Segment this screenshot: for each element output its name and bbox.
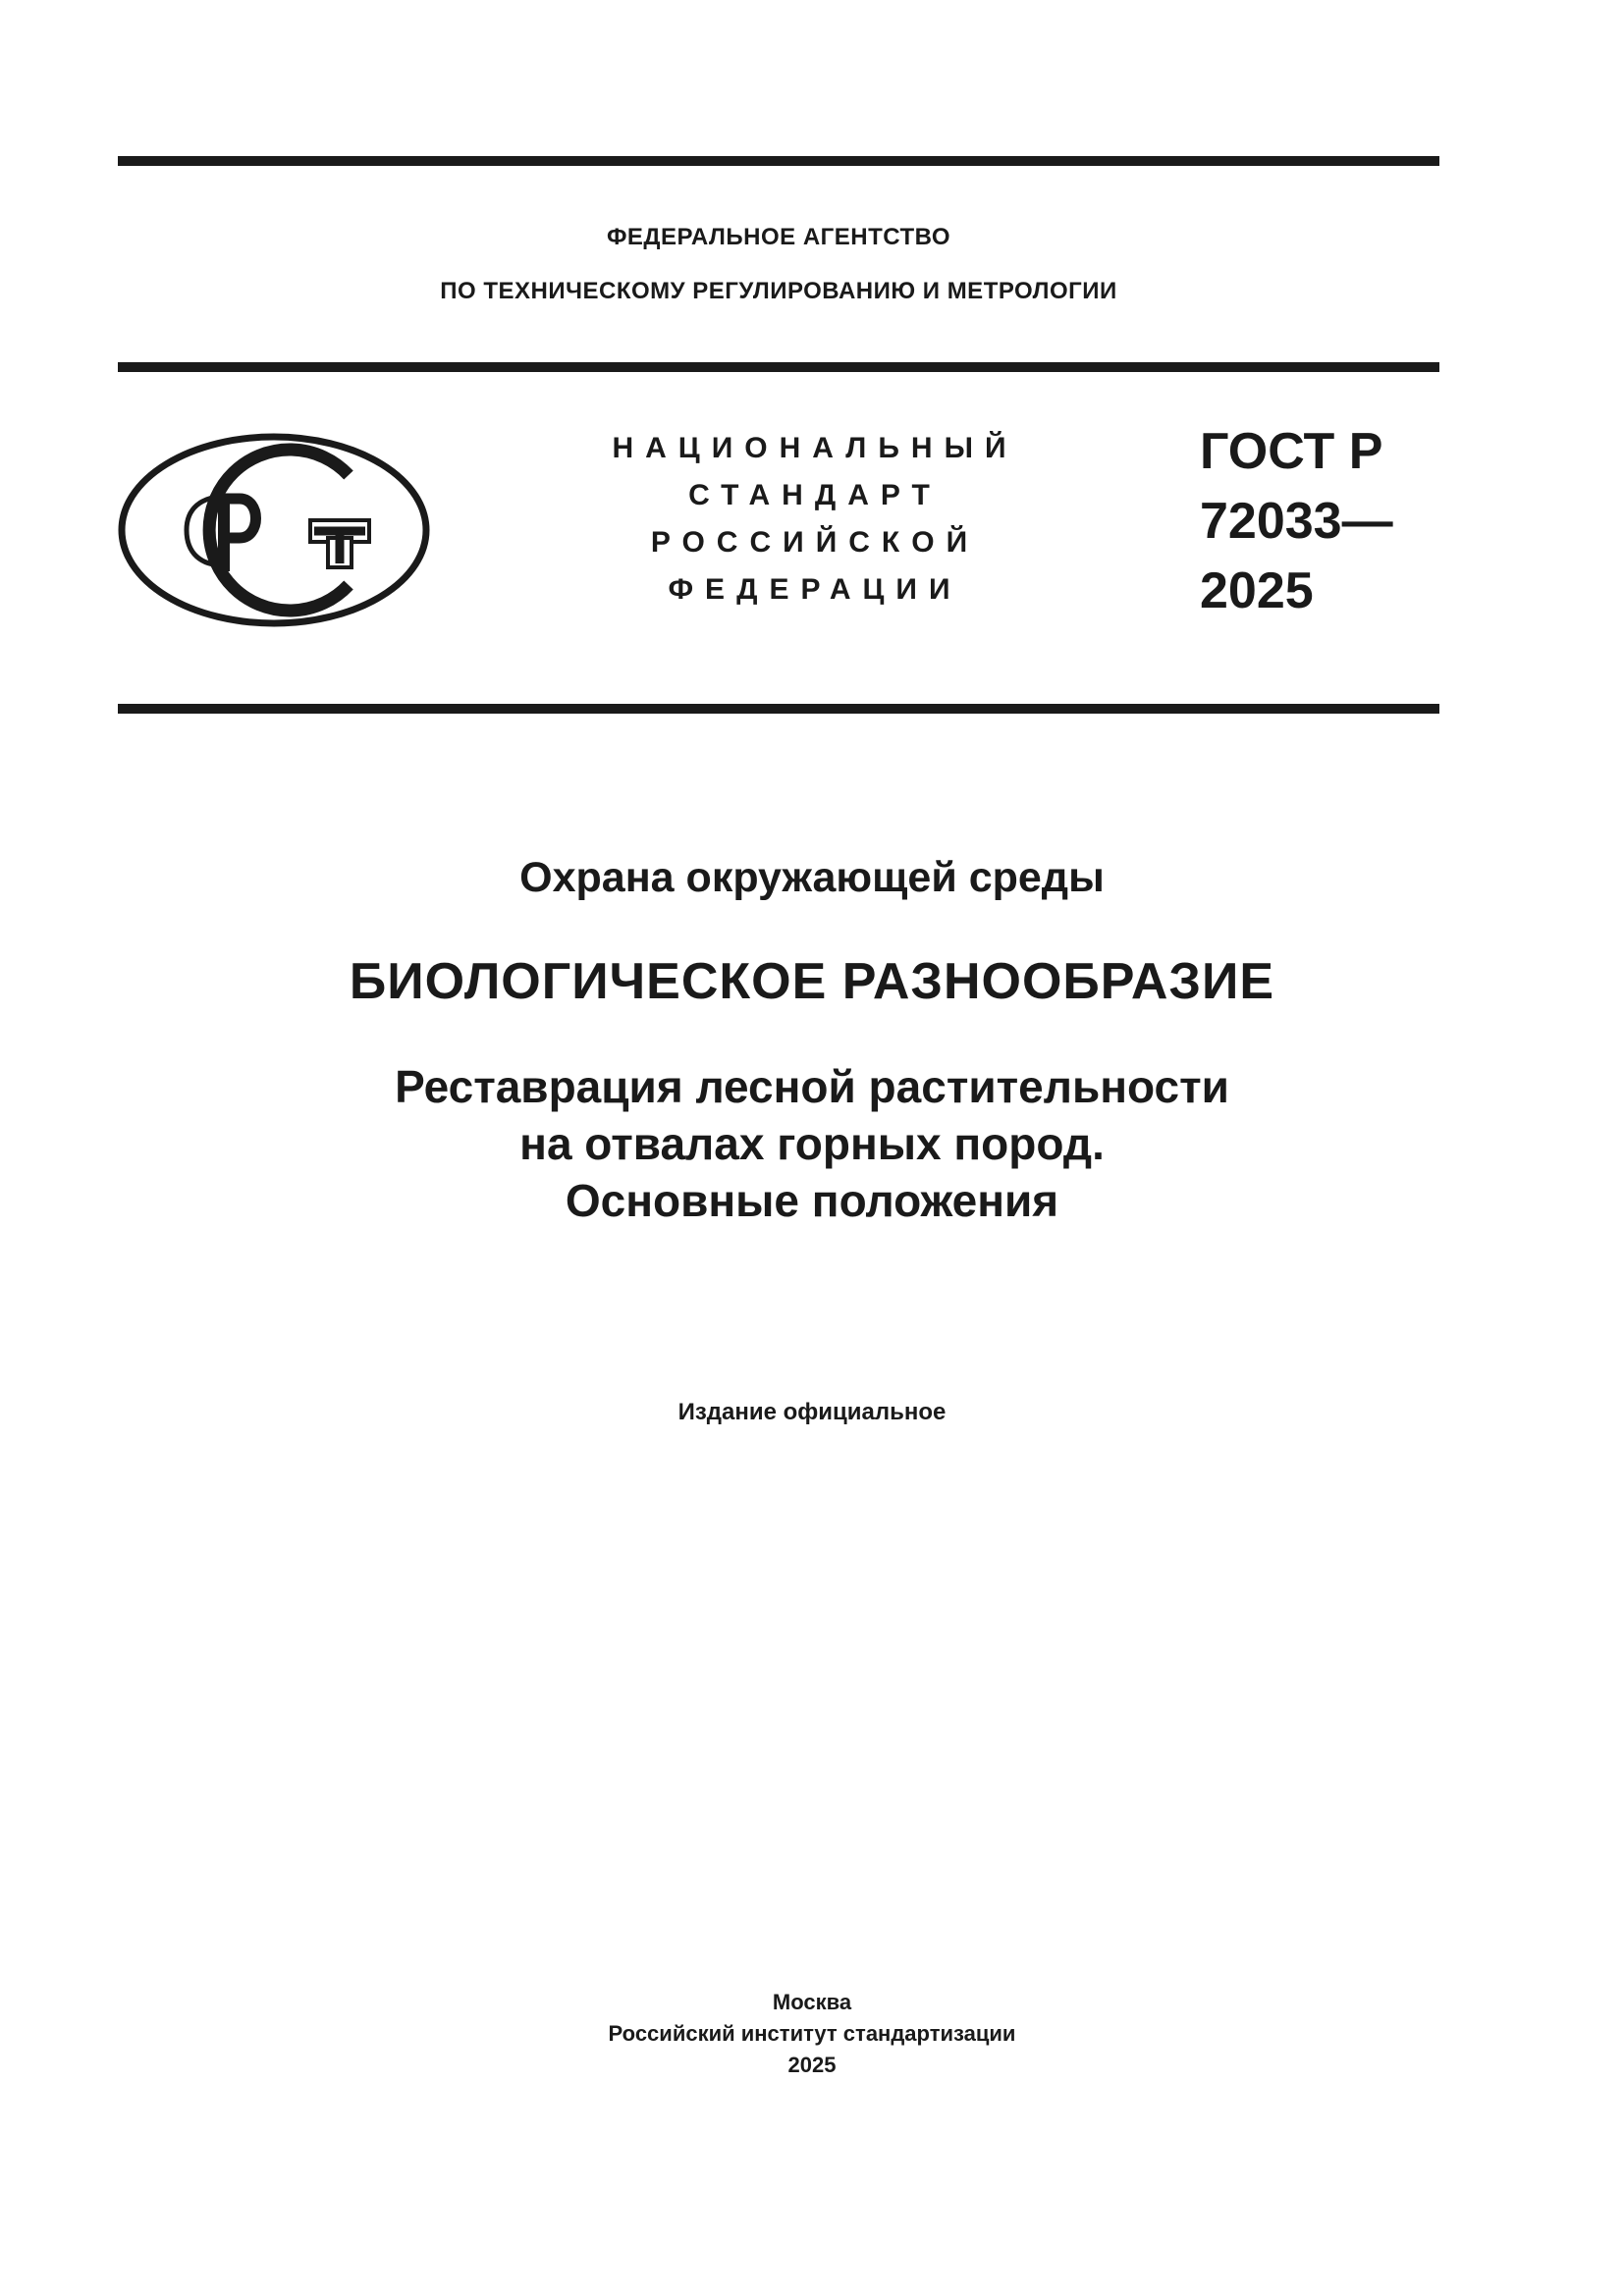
subtitle-line2: на отвалах горных пород. (519, 1118, 1105, 1169)
edition-label: Издание официальное (677, 1399, 947, 1425)
rst-certification-mark-icon (118, 432, 430, 628)
designation-line1: ГОСТ Р (1200, 423, 1383, 480)
national-standard-line4: ФЕДЕРАЦИИ (668, 573, 962, 606)
national-standard-line3: РОССИЙСКОЙ (650, 526, 980, 559)
standard-designation (1200, 417, 1393, 626)
subtitle-line1: Реставрация лесной растительности (395, 1061, 1229, 1112)
title-group: Охрана окружающей среды (519, 854, 1105, 901)
designation-line2: 72033— (1200, 493, 1393, 550)
agency-name-line2: ПО ТЕХНИЧЕСКОМУ РЕГУЛИРОВАНИЮ И МЕТРОЛОГИИ (440, 278, 1117, 304)
agency-name-line1: ФЕДЕРАЛЬНОЕ АГЕНТСТВО (606, 224, 951, 250)
subtitle-line3: Основные положения (565, 1175, 1059, 1226)
title-main: БИОЛОГИЧЕСКОЕ РАЗНООБРАЗИЕ (349, 953, 1275, 1010)
bottom-header-rule (118, 704, 1439, 714)
national-standard-line2: СТАНДАРТ (688, 479, 942, 511)
middle-rule (118, 362, 1439, 372)
top-rule (118, 156, 1439, 166)
national-standard-label (579, 425, 1051, 614)
imprint-year: 2025 (787, 2053, 837, 2077)
national-standard-line1: НАЦИОНАЛЬНЫЙ (612, 432, 1018, 464)
imprint (0, 1987, 1624, 2081)
imprint-publisher: Российский институт стандартизации (608, 2021, 1016, 2046)
designation-line3: 2025 (1200, 562, 1314, 619)
imprint-city: Москва (772, 1990, 852, 2014)
title-subtitle (0, 1058, 1624, 1229)
